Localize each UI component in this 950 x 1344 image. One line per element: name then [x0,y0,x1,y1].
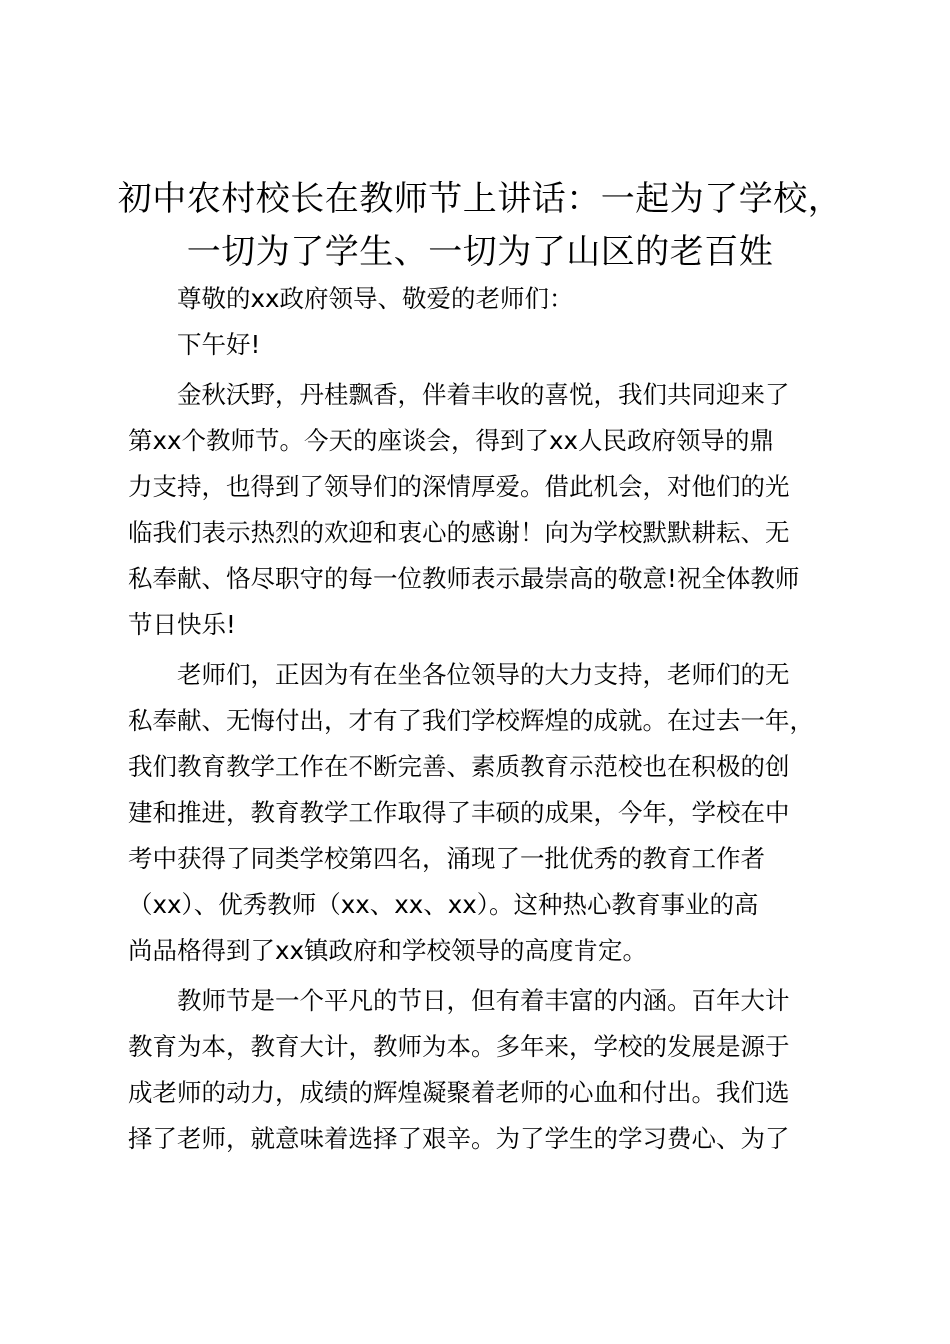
paragraph-2 [128,652,848,974]
paragraph-line: 第xx个教师节。今天的座谈会，得到了xx人民政府领导的鼎 [128,426,774,455]
greeting: 下午好! [177,330,261,359]
paragraph-line: 考中获得了同类学校第四名，涌现了一批优秀的教育工作者 [128,844,765,873]
paragraph-line: 建和推进，教育教学工作取得了丰硕的成果，今年，学校在中 [128,798,790,827]
paragraph-line: 节日快乐! [128,610,236,639]
greeting-paragraph [128,322,848,368]
page-title [100,173,860,279]
paragraph-line: 我们教育教学工作在不断完善、素质教育示范校也在积极的创 [128,752,790,781]
paragraph-3 [128,978,848,1162]
title-line-1: 初中农村校长在教师节上讲话：一起为了学校， [117,179,843,219]
paragraph-line: 尚品格得到了xx镇政府和学校领导的高度肯定。 [128,936,647,965]
title-line-2: 一切为了学生、一切为了山区的老百姓 [186,232,774,272]
paragraph-line: 力支持，也得到了领导们的深情厚爱。借此机会，对他们的光 [128,472,790,501]
paragraph-line: 择了老师，就意味着选择了艰辛。为了学生的学习费心、为了 [128,1124,790,1153]
paragraph-line: 教师节是一个平凡的节日，但有着丰富的内涵。百年大计 [177,986,790,1015]
salutation: 尊敬的xx政府领导、敬爱的老师们： [177,284,574,313]
paragraph-line: 临我们表示热烈的欢迎和衷心的感谢！向为学校默默耕耘、无 [128,518,790,547]
paragraph-line: 金秋沃野，丹桂飘香，伴着丰收的喜悦，我们共同迎来了 [177,380,790,409]
paragraph-1 [128,372,848,648]
salutation-paragraph [128,276,848,322]
paragraph-line: 私奉献、恪尽职守的每一位教师表示最崇高的敬意!祝全体教师 [128,564,800,593]
paragraph-line: 成老师的动力，成绩的辉煌凝聚着老师的心血和付出。我们选 [128,1078,790,1107]
paragraph-line: 教育为本，教育大计，教师为本。多年来，学校的发展是源于 [128,1032,790,1061]
speech-body [128,276,848,1162]
paragraph-line: 老师们，正因为有在坐各位领导的大力支持，老师们的无 [177,660,790,689]
paragraph-line: 私奉献、无悔付出，才有了我们学校辉煌的成就。在过去一年， [128,706,814,735]
paragraph-line: （xx）、优秀教师（xx、xx、xx）。这种热心教育事业的高 [128,890,759,919]
